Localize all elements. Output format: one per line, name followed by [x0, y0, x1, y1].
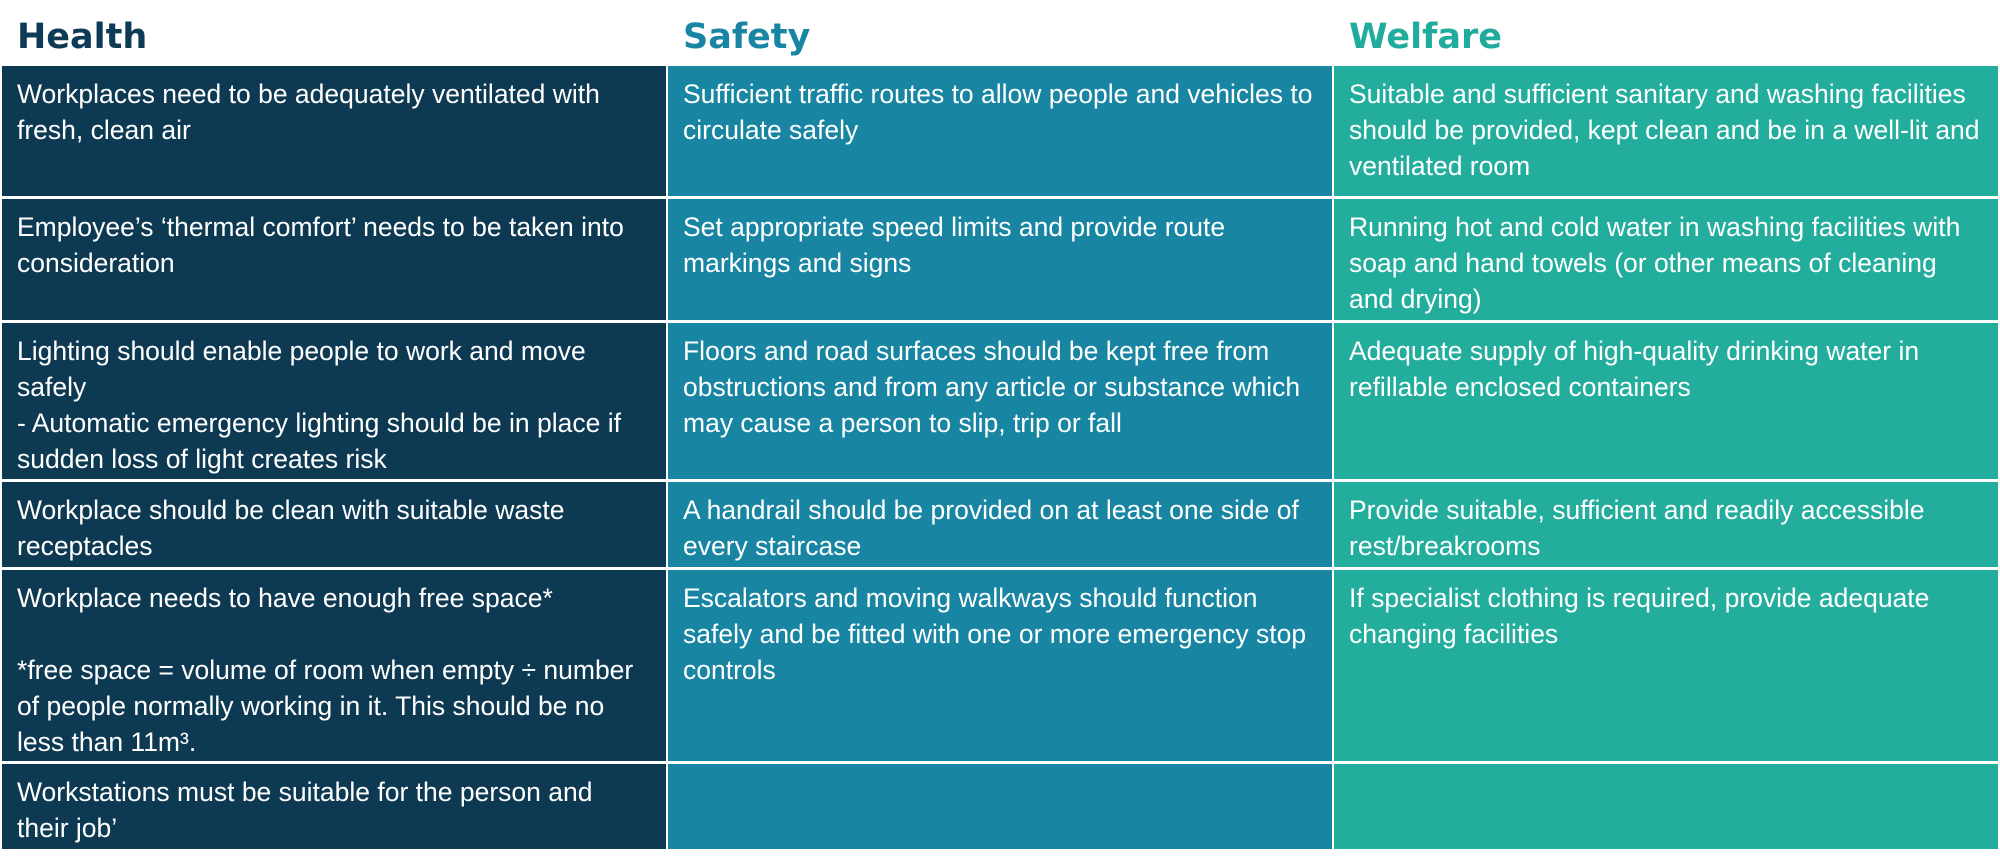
safety-column-header: Safety [683, 17, 811, 57]
health-cell-5: Workplace needs to have enough free space* *free space = volume of room when empty ÷ number of people normally working in it. This should be no less than 11m³. [2, 570, 666, 761]
welfare-cell-4: Provide suitable, sufficient and readily accessible rest/breakrooms [1334, 482, 1998, 567]
welfare-cell-3: Adequate supply of high-quality drinking water in refillable enclosed containers [1334, 323, 1998, 479]
requirements-table [2, 66, 1998, 849]
safety-cell-6 [668, 764, 1332, 849]
welfare-column-header: Welfare [1349, 17, 1502, 57]
health-cell-4: Workplace should be clean with suitable waste receptacles [2, 482, 666, 567]
health-cell-1: Workplaces need to be adequately ventilated with fresh, clean air [2, 66, 666, 196]
welfare-cell-6 [1334, 764, 1998, 849]
safety-cell-3: Floors and road surfaces should be kept free from obstructions and from any article or substance which may cause a person to slip, trip or fall [668, 323, 1332, 479]
welfare-cell-5: If specialist clothing is required, provide adequate changing facilities [1334, 570, 1998, 761]
safety-cell-1: Sufficient traffic routes to allow people and vehicles to circulate safely [668, 66, 1332, 196]
safety-cell-5: Escalators and moving walkways should function safely and be fitted with one or more emergency stop controls [668, 570, 1332, 761]
welfare-cell-2: Running hot and cold water in washing facilities with soap and hand towels (or other means of cleaning and drying) [1334, 199, 1998, 320]
health-cell-3: Lighting should enable people to work and move safely - Automatic emergency lighting should be in place if sudden loss of light creates risk [2, 323, 666, 479]
health-cell-2: Employee’s ‘thermal comfort’ needs to be taken into consideration [2, 199, 666, 320]
health-column-header: Health [17, 17, 148, 57]
safety-cell-2: Set appropriate speed limits and provide route markings and signs [668, 199, 1332, 320]
welfare-cell-1: Suitable and sufficient sanitary and washing facilities should be provided, kept clean and be in a well-lit and ventilated room [1334, 66, 1998, 196]
safety-cell-4: A handrail should be provided on at least one side of every staircase [668, 482, 1332, 567]
health-cell-6: Workstations must be suitable for the person and their job’ [2, 764, 666, 849]
